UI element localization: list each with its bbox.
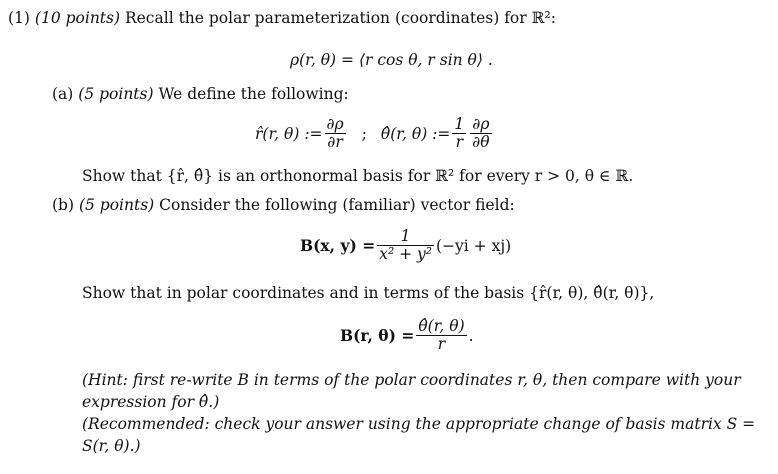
polar-fraction: $\frac{\thetâ(r, \theta)}{r}$ — [418, 317, 465, 353]
thetahat-lhs: θ̂(r, θ) := — [380, 124, 451, 143]
hint-line-2: expression for θ̂.) — [82, 393, 220, 411]
thetahat-coef-fraction: $\frac{1}{r}$ — [454, 115, 465, 151]
polar-end: . — [468, 326, 474, 345]
part-b-label: (b) — [52, 196, 75, 214]
part-b-points: (5 points) — [78, 196, 155, 214]
part-a-show: Show that {r̂, θ̂} is an orthonormal basis for ℝ² for every r > 0, θ ∈ ℝ. — [82, 167, 634, 185]
recommended-line-2: S(r, θ).) — [82, 437, 141, 455]
recommended-line-1: (Recommended: check your answer using the appropriate change of basis matrix S = — [82, 415, 756, 433]
definition-separator: ; — [361, 124, 367, 143]
param-equation: ρ(r, θ) = ⟨r cos θ, r sin θ⟩ . — [290, 51, 493, 69]
rhat-lhs: r̂(r, θ) := — [255, 124, 323, 143]
rhat-fraction: $\frac{\partial\rho}{\partial r}$ — [326, 115, 344, 151]
part-b-header — [52, 195, 515, 215]
field-rhs: (−yi + xj) — [435, 236, 512, 255]
part-a-points: (5 points) — [78, 85, 154, 103]
part-a-label: (a) — [52, 85, 74, 103]
problem-header — [8, 8, 556, 28]
vector-field-equation — [300, 228, 511, 263]
polar-field-equation — [340, 318, 474, 353]
problem-points: (10 points) — [34, 9, 121, 27]
field-fraction: $\frac{1}{\text{x² + y²}}$ — [379, 227, 432, 263]
part-a-text: We define the following: — [158, 85, 349, 103]
part-b-show: Show that in polar coordinates and in terms of the basis {r̂(r, θ), θ̂(r, θ)}, — [82, 284, 655, 302]
problem-number: (1) — [8, 9, 30, 27]
field-lhs: B(x, y) = — [300, 236, 376, 255]
part-b-text: Consider the following (familiar) vector field: — [159, 196, 515, 214]
hint-line-1: (Hint: first re-write B in terms of the polar coordinates r, θ, then compare with your — [82, 371, 741, 389]
polar-lhs: B(r, θ) = — [340, 326, 415, 345]
problem-intro: Recall the polar parameterization (coordinates) for ℝ²: — [124, 9, 556, 27]
part-a-header — [52, 84, 349, 104]
basis-definitions — [255, 116, 494, 151]
thetahat-fraction: $\frac{\partial\rho}{\partial\theta}$ — [472, 115, 490, 151]
